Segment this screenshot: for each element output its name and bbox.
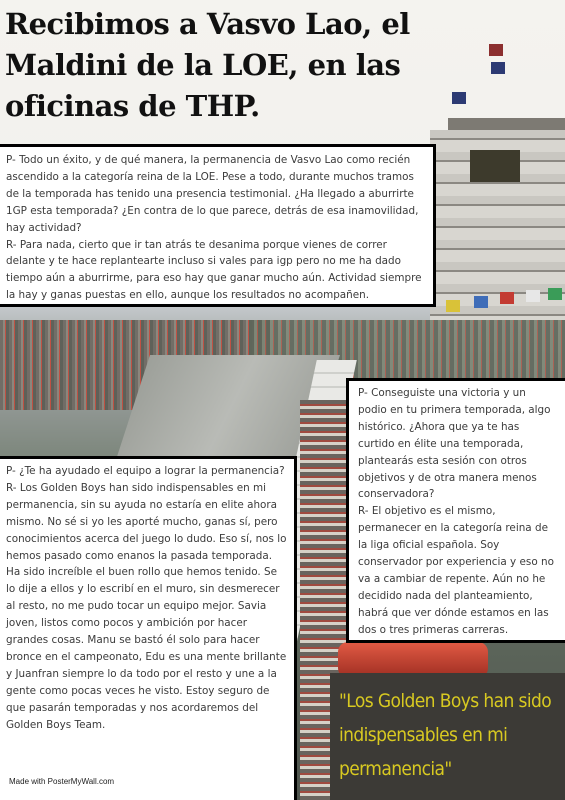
background-scoreboard bbox=[470, 150, 520, 182]
pull-quote-text: "Los Golden Boys han sido indispensables en mi permanencia" bbox=[339, 690, 552, 780]
flag-icon bbox=[446, 300, 460, 312]
pull-quote-box bbox=[330, 673, 565, 800]
flag-icon bbox=[452, 92, 466, 104]
question-text: P- ¿Te ha ayudado el equipo a lograr la permanencia? bbox=[6, 465, 285, 477]
page-title: Recibimos a Vasvo Lao, el Maldini de la LOE, en las oficinas de THP. bbox=[5, 7, 410, 123]
interview-box-1 bbox=[0, 144, 436, 307]
flag-icon bbox=[526, 290, 540, 302]
answer-text: R- El objetivo es el mismo, permanecer en la categoría reina de la liga oficial española. Soy conservador por experiencia y eso no va a cambiar de repente. Aún no he decidido nada del planteamiento, habrá que ver dónde estamos en las dos o tres primeras carreras. bbox=[358, 505, 554, 636]
flag-icon bbox=[491, 62, 505, 74]
flag-icon bbox=[489, 44, 503, 56]
flag-icon bbox=[474, 296, 488, 308]
answer-text: R- Los Golden Boys han sido indispensables en mi permanencia, sin su ayuda no estaría en elite ahora mismo. No sé si yo les aporté mucho, ganas sí, pero conocimientos acerca del juego lo dudo. Eso sí, nos lo hemos pasado como enanos la pasada temporada. Ha sido increíble el buen rollo que hemos tenido. Se lo dije a ellos y lo escribí en el muro, sin desmerecer al resto, no me pudo tocar un equipo mejor. Savia joven, listos como pocos y ambición por hacer grandes cosas. Manu se bastó él solo para hacer bronce en el campeonato, Edu es una mente brillante y Juanfran siempre lo da todo por el resto y une a la gente como pocas veces he visto. Estoy seguro de que pasarán temporadas y nos acordaremos del Golden Boys Team. bbox=[6, 481, 287, 731]
answer-text: R- Para nada, cierto que ir tan atrás te desanima porque vienes de correr delante y te hace replantearte incluso si vales para igp pero no me ha dado tiempo aún a aburrirme, para eso hay que ganar mucho aún. Actividad siempre la hay y ganas puestas en ello, aunque los resultados no acompañen. bbox=[6, 238, 422, 302]
interview-box-2 bbox=[346, 378, 565, 643]
interview-box-3 bbox=[0, 456, 297, 800]
flag-icon bbox=[548, 288, 562, 300]
question-text: P- Todo un éxito, y de qué manera, la permanencia de Vasvo Lao como recién ascendido a la categoría reina de la LOE. Pese a todo, durante muchos tramos de la temporada has tenido una presencia testimonial. ¿Ha llegado a aburrirte 1GP esta temporada? ¿En contra de lo que parece, detrás de esa inamovilidad, hay actividad? bbox=[6, 154, 419, 234]
watermark: Made with PosterMyWall.com bbox=[9, 777, 115, 786]
flag-icon bbox=[500, 292, 514, 304]
question-text: P- Conseguiste una victoria y un podio en tu primera temporada, algo histórico. ¿Ahora que ya te has curtido en élite una temporada, plantearás esta sesión con otros objetivos y de otra manera menos conservadora? bbox=[358, 387, 551, 501]
